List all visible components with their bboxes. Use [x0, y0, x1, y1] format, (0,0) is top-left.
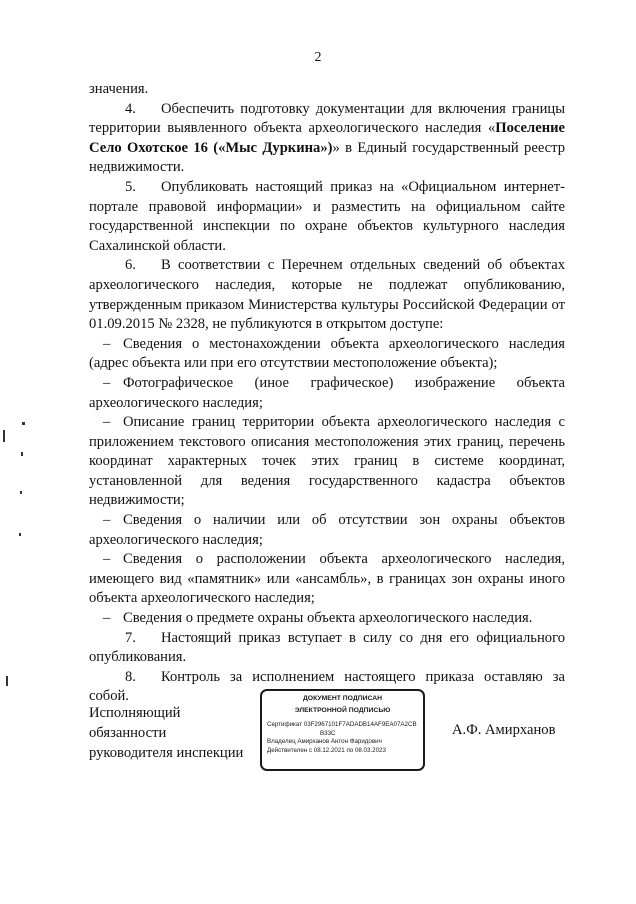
- item-number: 4.: [125, 100, 136, 117]
- dash-marker: –: [103, 414, 111, 431]
- scan-artifact: [3, 430, 5, 442]
- document-body: [89, 80, 565, 707]
- dash-item: [89, 374, 565, 413]
- paragraph-item-6: [89, 256, 565, 334]
- item-number: 8.: [125, 668, 136, 685]
- item-text: В соответствии с Перечнем отдельных сведений об объектах археологического наследия, которые не подлежат опубликованию, утвержденным приказом Министерства культуры Российской Федерации от 01.09.2015 № 2328, не публикуются в открытом доступе:: [89, 257, 565, 333]
- stamp-certificate: Сертификат 03F2967101F7ADADB14AF9EA07A2CB: [267, 721, 417, 728]
- dash-item: [89, 550, 565, 609]
- scan-artifact: [6, 676, 8, 686]
- signer-position: [89, 703, 243, 763]
- dash-item-text: Сведения о расположении объекта археологического наследия, имеющего вид «памятник» или «ансамбль», в границах зон охраны иного объекта археологического наследия;: [89, 551, 565, 607]
- scan-artifact: [20, 491, 22, 494]
- page-number: 2: [314, 50, 322, 65]
- signer-position-line: обязанности: [89, 725, 167, 741]
- signer-position-line: руководителя инспекции: [89, 745, 244, 761]
- signer-position-line: Исполняющий: [89, 705, 181, 721]
- electronic-signature-stamp: [260, 689, 425, 771]
- site-name: Поселение Село Охотское 16 («Мыс Дуркина»): [89, 120, 565, 156]
- item-text: Настоящий приказ вступает в силу со дня его официального опубликования.: [89, 629, 565, 666]
- item-number: 7.: [125, 629, 136, 646]
- dash-item-text: Фотографическое (иное графическое) изображение объекта археологического наследия;: [89, 374, 565, 411]
- item-text: Контроль за исполнением настоящего приказа оставляю за собой.: [89, 668, 565, 705]
- dash-marker: –: [103, 610, 111, 627]
- stamp-title-line: ЭЛЕКТРОННОЙ ПОДПИСЬЮ: [294, 707, 391, 714]
- paragraph-item-5: [89, 178, 565, 256]
- stamp-validity: Действителен с 08.12.2021 по 08.03.2023: [267, 746, 386, 754]
- dash-item-text: Описание границ территории объекта археологического наследия с приложением текстового описания местоположения этих границ, перечень координат характерных точек этих границ в системе координат, установленной для ведения государственного кадастра объектов недвижимости;: [89, 414, 565, 509]
- dash-marker: –: [103, 512, 111, 529]
- paragraph-item-7: [89, 629, 565, 668]
- stamp-owner: Владелец Амирханов Антон Фаридович: [267, 738, 382, 745]
- stamp-title-line: ДОКУМЕНТ ПОДПИСАН: [302, 695, 383, 702]
- dash-item: [89, 413, 565, 511]
- scan-artifact: [21, 452, 23, 456]
- dash-marker: –: [103, 551, 111, 568]
- item-number: 6.: [125, 257, 136, 274]
- item-text-before: Обеспечить подготовку документации для включения границы территории выявленного объекта археологического наследия «: [89, 100, 565, 137]
- dash-item-text: Сведения о местонахождении объекта археологического наследия (адрес объекта или при его отсутствии местоположение объекта);: [89, 335, 565, 372]
- scan-artifact: [22, 422, 25, 425]
- dash-marker: –: [103, 335, 111, 352]
- paragraph-item-4: [89, 100, 565, 178]
- item-text-after: » в Единый государственный реестр недвижимости.: [89, 139, 565, 176]
- scan-artifact: [19, 533, 21, 536]
- stamp-certificate-cont: B33C: [320, 729, 336, 737]
- item-number: 5.: [125, 178, 136, 195]
- dash-item: [89, 511, 565, 550]
- dash-marker: –: [103, 374, 111, 391]
- dash-item: [89, 335, 565, 374]
- signer-name: А.Ф. Амирханов: [452, 722, 556, 738]
- lead-text: значения.: [89, 81, 149, 97]
- item-text: Опубликовать настоящий приказ на «Официальном интернет-портале правовой информации» и разместить на официальном сайте государственной инспекции по охране объектов культурного наследия Сахалинской области.: [89, 178, 565, 254]
- dash-item-text: Сведения о предмете охраны объекта археологического наследия.: [123, 610, 533, 627]
- dash-item: [89, 609, 565, 629]
- dash-item-text: Сведения о наличии или об отсутствии зон охраны объектов археологического наследия;: [89, 512, 565, 548]
